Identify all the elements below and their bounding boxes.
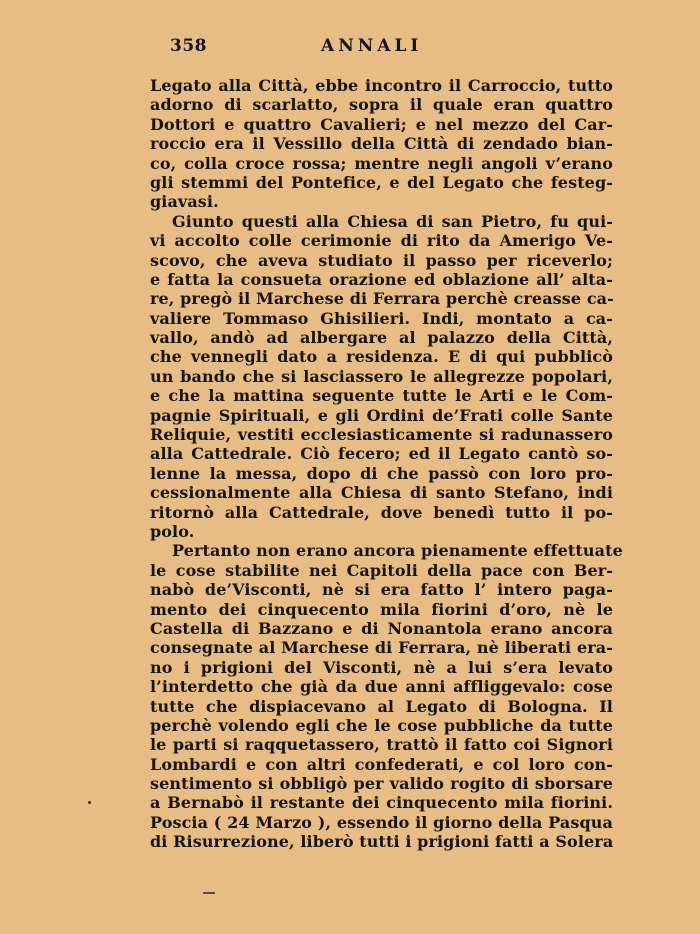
- text-line: alla Cattedrale. Ciò fecero; ed il Legato cantò so-: [150, 444, 613, 464]
- text-line: ritornò alla Cattedrale, dove benedì tutto il po-: [150, 502, 613, 522]
- text-line: consegnate al Marchese di Ferrara, nè liberati era-: [150, 638, 613, 658]
- text-line: polo.: [150, 521, 195, 541]
- paragraph-start-line: Pertanto non erano ancora pienamente effettuate: [172, 541, 623, 561]
- running-title: ANNALI: [321, 36, 423, 56]
- text-line: cessionalmente alla Chiesa di santo Stefano, indi: [150, 483, 613, 503]
- text-line: l’interdetto che già da due anni affliggevalo: cose: [150, 677, 613, 697]
- text-line: pagnie Spirituali, e gli Ordini de’Frati colle Sante: [150, 405, 613, 425]
- text-line: Lombardi e con altri confederati, e col loro con-: [150, 754, 613, 774]
- text-line: Dottori e quattro Cavalieri; e nel mezzo del Car-: [150, 114, 613, 134]
- stray-ink-dot: [88, 801, 91, 804]
- text-line: Castella di Bazzano e di Nonantola erano ancora: [150, 618, 613, 638]
- page-number: 358: [170, 36, 207, 56]
- text-line: un bando che si lasciassero le allegrezze popolari,: [150, 366, 613, 386]
- text-line: re, pregò il Marchese di Ferrara perchè creasse ca-: [150, 289, 614, 309]
- text-line: vi accolto colle cerimonie di rito da Amerigo Ve-: [150, 231, 613, 251]
- text-line: gli stemmi del Pontefice, e del Legato che festeg-: [150, 172, 613, 192]
- bottom-ink-mark: [203, 892, 215, 894]
- text-line: co, colla croce rossa; mentre negli angoli v’erano: [150, 153, 613, 173]
- text-line: tutte che dispiacevano al Legato di Bologna. Il: [150, 696, 613, 716]
- text-line: giavasi.: [150, 192, 219, 212]
- text-line: Reliquie, vestiti ecclesiasticamente si radunassero: [150, 425, 613, 445]
- paragraph-start-line: Giunto questi alla Chiesa di san Pietro, fu qui-: [172, 211, 613, 231]
- text-line: mento dei cinquecento mila fiorini d’oro, nè le: [150, 599, 613, 619]
- text-line: le parti si raqquetassero, trattò il fatto coi Signori: [150, 735, 613, 755]
- text-line: le cose stabilite nei Capitoli della pace con Ber-: [150, 560, 613, 580]
- text-line: che vennegli dato a residenza. E di qui pubblicò: [150, 347, 613, 367]
- text-line: roccio era il Vessillo della Città di zendado bian-: [150, 134, 613, 154]
- body-text: [150, 76, 623, 852]
- text-line: Poscia ( 24 Marzo ), essendo il giorno della Pasqua: [150, 812, 613, 832]
- text-line: perchè volendo egli che le cose pubbliche da tutte: [150, 715, 613, 735]
- text-line: no i prigioni del Visconti, nè a lui s’era levato: [150, 657, 613, 677]
- text-line: scovo, che aveva studiato il passo per riceverlo;: [150, 250, 613, 270]
- text-line: valiere Tommaso Ghisilieri. Indi, montato a ca-: [150, 308, 613, 328]
- page-header: [0, 36, 700, 62]
- text-line: nabò de’Visconti, nè si era fatto l’ intero paga-: [150, 580, 613, 600]
- text-line: adorno di scarlatto, sopra il quale eran quattro: [150, 95, 613, 115]
- text-line: e che la mattina seguente tutte le Arti e le Com-: [150, 386, 613, 406]
- text-line: lenne la messa, dopo di che passò con loro pro-: [150, 463, 613, 483]
- text-line: sentimento si obbligò per valido rogito di sborsare: [150, 774, 613, 794]
- text-line: di Risurrezione, liberò tutti i prigioni fatti a Solera: [150, 832, 614, 852]
- text-line: vallo, andò ad albergare al palazzo della Città,: [150, 328, 613, 348]
- text-line: Legato alla Città, ebbe incontro il Carroccio, tutto: [150, 76, 613, 95]
- text-line: a Bernabò il restante dei cinquecento mila fiorini.: [150, 793, 613, 813]
- text-line: e fatta la consueta orazione ed oblazione all’ alta-: [150, 269, 613, 289]
